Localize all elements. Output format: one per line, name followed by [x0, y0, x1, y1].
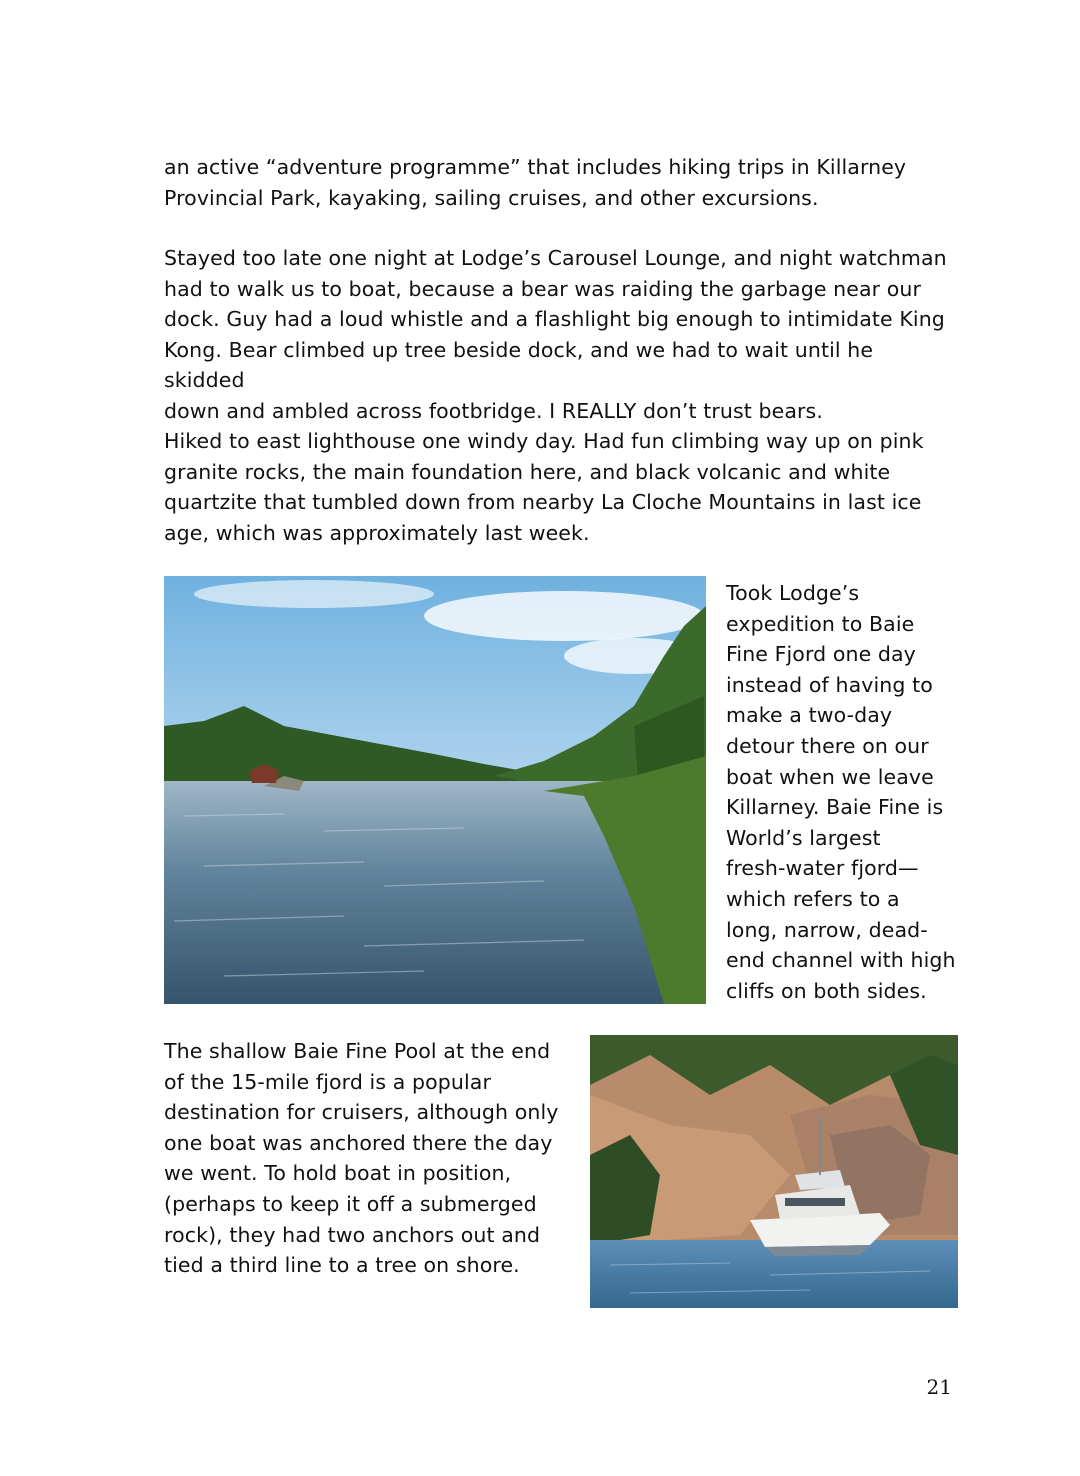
- paragraph-fjord: Took Lodge’s expedition to Baie Fine Fjord one day instead of having to make a two-day detour there on our boat when we leave Killarney. Baie Fine is World’s largest fresh-water fjord— which refers to a long, narrow, dead- end channel with high cliffs on both sides.: [726, 581, 956, 1003]
- paragraph-lighthouse: Hiked to east lighthouse one windy day. Had fun climbing way up on pink granite rocks, the main foundation here, and black volcanic and white quartzite that tumbled down from nearby La Cloche Mountains in last ice age, which was approximately last week.: [164, 429, 924, 545]
- anchored-boat-photo: [590, 1035, 958, 1308]
- paragraph-intro: an active “adventure programme” that includes hiking trips in Killarney Provincial Park, kayaking, sailing cruises, and other excursions.: [164, 155, 907, 210]
- page-number: 21: [926, 1375, 952, 1399]
- paragraph-bear: Stayed too late one night at Lodge’s Carousel Lounge, and night watchman had to walk us to boat, because a bear was raiding the garbage near our dock. Guy had a loud whistle and a flashlight big enough to intimidate King Kong. Bear climbed up tree beside dock, and we had to wait until he skidded down and ambled across footbridge. I REALLY don’t trust bears.: [164, 246, 947, 423]
- paragraph-pool: The shallow Baie Fine Pool at the end of the 15-mile fjord is a popular destination for cruisers, although only one boat was anchored there the day we went. To hold boat in position, (perhaps to keep it off a submerged rock), they had two anchors out and tied a third line to a tree on shore.: [164, 1039, 559, 1278]
- fjord-lake-photo: [164, 576, 706, 1004]
